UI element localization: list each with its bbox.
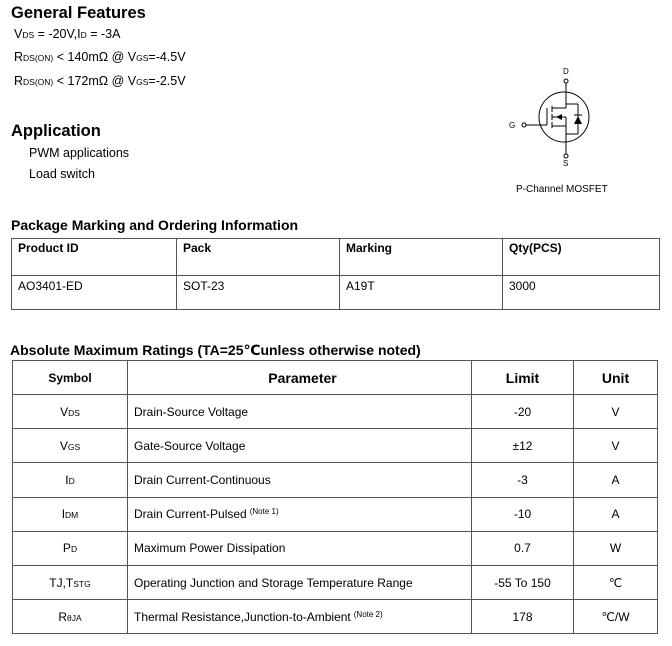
table-row xyxy=(13,531,658,565)
table-row xyxy=(13,565,658,599)
ratings-table xyxy=(12,360,658,634)
table-row xyxy=(13,395,658,429)
cell-pack: SOT-23 xyxy=(177,276,340,310)
limit-cell: 178 xyxy=(472,600,574,634)
source-terminal xyxy=(564,154,568,158)
symbol-cell: VDS xyxy=(13,395,128,429)
symbol-cell: RθJA xyxy=(13,600,128,634)
gate-label: G xyxy=(509,121,516,130)
channel-arrow xyxy=(556,114,562,120)
header-marking: Marking xyxy=(340,239,503,276)
unit-cell: ℃/W xyxy=(574,600,658,634)
unit-cell: ℃ xyxy=(574,565,658,599)
limit-cell: 0.7 xyxy=(472,531,574,565)
limit-cell: -3 xyxy=(472,463,574,497)
table-row xyxy=(13,463,658,497)
symbol-cell: VGS xyxy=(13,429,128,463)
package-header-row xyxy=(12,239,660,276)
unit-cell: V xyxy=(574,429,658,463)
parameter-cell: Drain Current-Continuous xyxy=(128,463,472,497)
table-row xyxy=(13,600,658,634)
header-parameter: Parameter xyxy=(128,361,472,395)
limit-cell: -20 xyxy=(472,395,574,429)
p-channel-mosfet-symbol xyxy=(500,62,620,170)
application-item: Load switch xyxy=(29,167,96,181)
gate-terminal xyxy=(522,123,526,127)
general-features-title: General Features xyxy=(11,4,146,22)
package-section-title: Package Marking and Ordering Information xyxy=(11,217,299,233)
header-symbol: Symbol xyxy=(13,361,128,395)
unit-cell: A xyxy=(574,463,658,497)
ratings-header-row xyxy=(13,361,658,395)
drain-terminal xyxy=(564,79,568,83)
symbol-cell: TJ,TSTG xyxy=(13,565,128,599)
parameter-cell: Drain-Source Voltage xyxy=(128,395,472,429)
header-qty: Qty(PCS) xyxy=(503,239,660,276)
drain-label: D xyxy=(563,67,569,76)
unit-cell: W xyxy=(574,531,658,565)
limit-cell: ±12 xyxy=(472,429,574,463)
rds-on-spec-2v5: RDS(ON) < 172mΩ @ VGS=-2.5V xyxy=(14,74,186,88)
parameter-cell: Maximum Power Dissipation xyxy=(128,531,472,565)
parameter-cell: Operating Junction and Storage Temperature Range xyxy=(128,565,472,599)
unit-cell: A xyxy=(574,497,658,531)
rds-on-spec-4v5: RDS(ON) < 140mΩ @ VGS=-4.5V xyxy=(14,50,186,64)
ratings-section-title: Absolute Maximum Ratings (TA=25℃unless otherwise noted) xyxy=(10,342,421,358)
header-pack: Pack xyxy=(177,239,340,276)
note-reference: (Note 2) xyxy=(353,609,383,619)
application-item: PWM applications xyxy=(29,146,130,160)
parameter-cell: Drain Current-Pulsed $^{(Note 1)}$ xyxy=(128,497,472,531)
header-unit: Unit xyxy=(574,361,658,395)
parameter-cell: Gate-Source Voltage xyxy=(128,429,472,463)
table-row xyxy=(13,429,658,463)
symbol-cell: IDM xyxy=(13,497,128,531)
note-reference: (Note 1) xyxy=(249,507,279,517)
symbol-cell: ID xyxy=(13,463,128,497)
vds-spec: VDS = -20V,ID = -3A xyxy=(14,27,121,41)
unit-cell: V xyxy=(574,395,658,429)
source-label: S xyxy=(563,159,569,168)
table-row xyxy=(13,497,658,531)
application-title: Application xyxy=(11,122,101,140)
header-limit: Limit xyxy=(472,361,574,395)
limit-cell: -55 To 150 xyxy=(472,565,574,599)
package-table xyxy=(11,238,660,310)
table-row xyxy=(12,276,660,310)
cell-qty: 3000 xyxy=(503,276,660,310)
cell-product-id: AO3401-ED xyxy=(12,276,177,310)
cell-marking: A19T xyxy=(340,276,503,310)
limit-cell: -10 xyxy=(472,497,574,531)
parameter-cell: Thermal Resistance,Junction-to-Ambient $^{(Note 2)}$ xyxy=(128,600,472,634)
mosfet-caption: P-Channel MOSFET xyxy=(516,184,608,195)
symbol-cell: PD xyxy=(13,531,128,565)
header-product-id: Product ID xyxy=(12,239,177,276)
body-diode xyxy=(574,116,582,124)
